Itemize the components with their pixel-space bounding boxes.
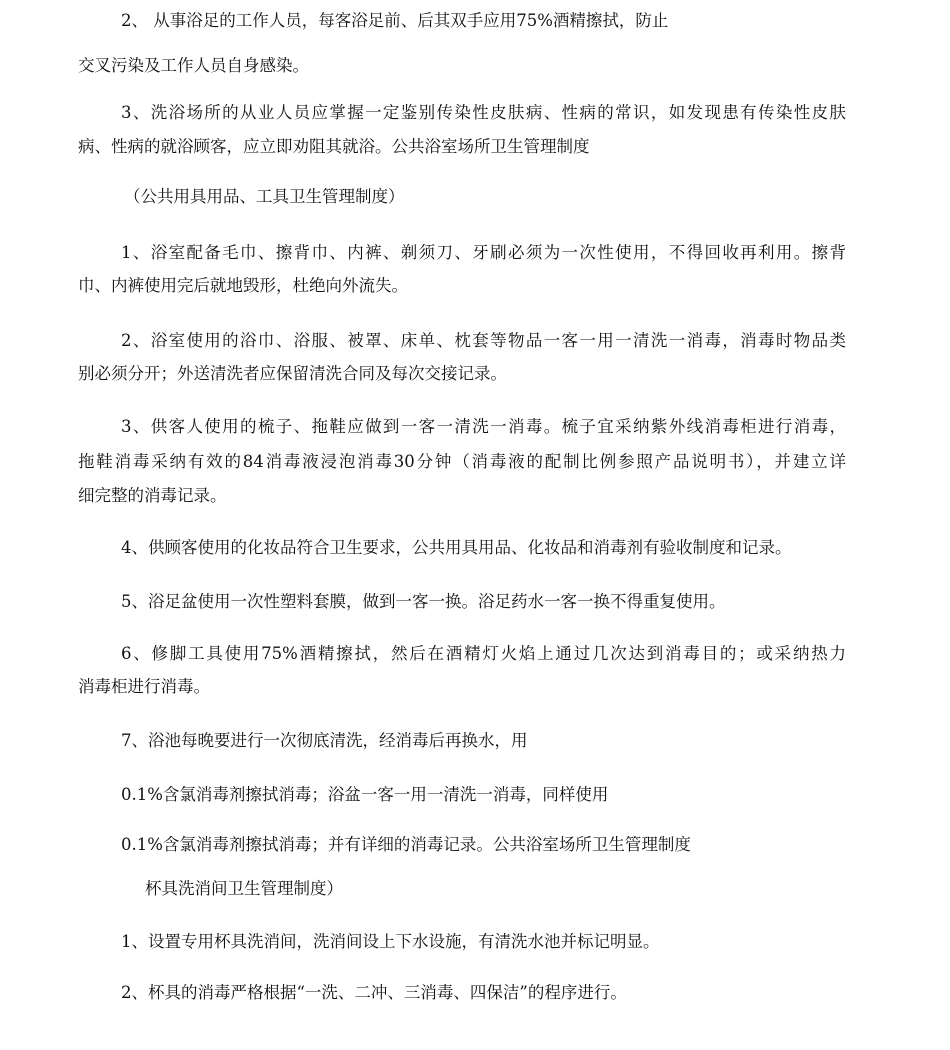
paragraph-line: 2、浴室使用的浴巾、浴服、被罩、床单、枕套等物品一客一用一清洗一消毒，消毒时物品类 [121,331,846,350]
paragraph-line: 病、性病的就浴顾客，应立即劝阻其就浴。公共浴室场所卫生管理制度 [78,137,590,156]
paragraph-line: 细完整的消毒记录。 [78,486,227,505]
section-heading: 杯具洗消间卫生管理制度） [145,879,343,898]
paragraph-line: 7、浴池每晚要进行一次彻底清洗，经消毒后再换水，用 [121,731,528,750]
paragraph-line: 0.1%含氯消毒剂擦拭消毒；并有详细的消毒记录。公共浴室场所卫生管理制度 [121,835,691,854]
paragraph-line: 2、杯具的消毒严格根据“一洗、二冲、三消毒、四保洁”的程序进行。 [121,983,627,1002]
section-heading: （公共用具用品、工具卫生管理制度） [124,187,405,206]
paragraph-line: 3、供客人使用的梳子、拖鞋应做到一客一清洗一消毒。梳子宜采纳紫外线消毒柜进行消毒， [121,417,846,436]
paragraph-line: 6、修脚工具使用75%酒精擦拭，然后在酒精灯火焰上通过几次达到消毒目的；或采纳热力 [121,644,846,663]
paragraph-line: 消毒柜进行消毒。 [78,677,210,696]
paragraph-line: 拖鞋消毒采纳有效的84消毒液浸泡消毒30分钟（消毒液的配制比例参照产品说明书），并建立详 [78,452,846,471]
paragraph-line: 1、设置专用杯具洗消间，洗消间设上下水设施，有清洗水池并标记明显。 [121,932,660,951]
paragraph-line: 0.1%含氯消毒剂擦拭消毒；浴盆一客一用一清洗一消毒，同样使用 [121,785,609,804]
paragraph-line: 4、供顾客使用的化妆品符合卫生要求，公共用具用品、化妆品和消毒剂有验收制度和记录。 [121,538,792,557]
paragraph-line: 交叉污染及工作人员自身感染。 [78,56,309,75]
paragraph-line: 巾、内裤使用完后就地毁形，杜绝向外流失。 [78,276,408,295]
paragraph-line: 5、浴足盆使用一次性塑料套膜，做到一客一换。浴足药水一客一换不得重复使用。 [121,592,726,611]
paragraph-line: 1、浴室配备毛巾、擦背巾、内裤、剃须刀、牙刷必须为一次性使用，不得回收再利用。擦背 [121,243,846,262]
paragraph-line: 2、 从事浴足的工作人员，每客浴足前、后其双手应用75%酒精擦拭，防止 [121,11,669,30]
paragraph-line: 别必须分开；外送清洗者应保留清洗合同及每次交接记录。 [78,364,507,383]
paragraph-line: 3、洗浴场所的从业人员应掌握一定鉴别传染性皮肤病、性病的常识，如发现患有传染性皮肤 [121,103,846,122]
